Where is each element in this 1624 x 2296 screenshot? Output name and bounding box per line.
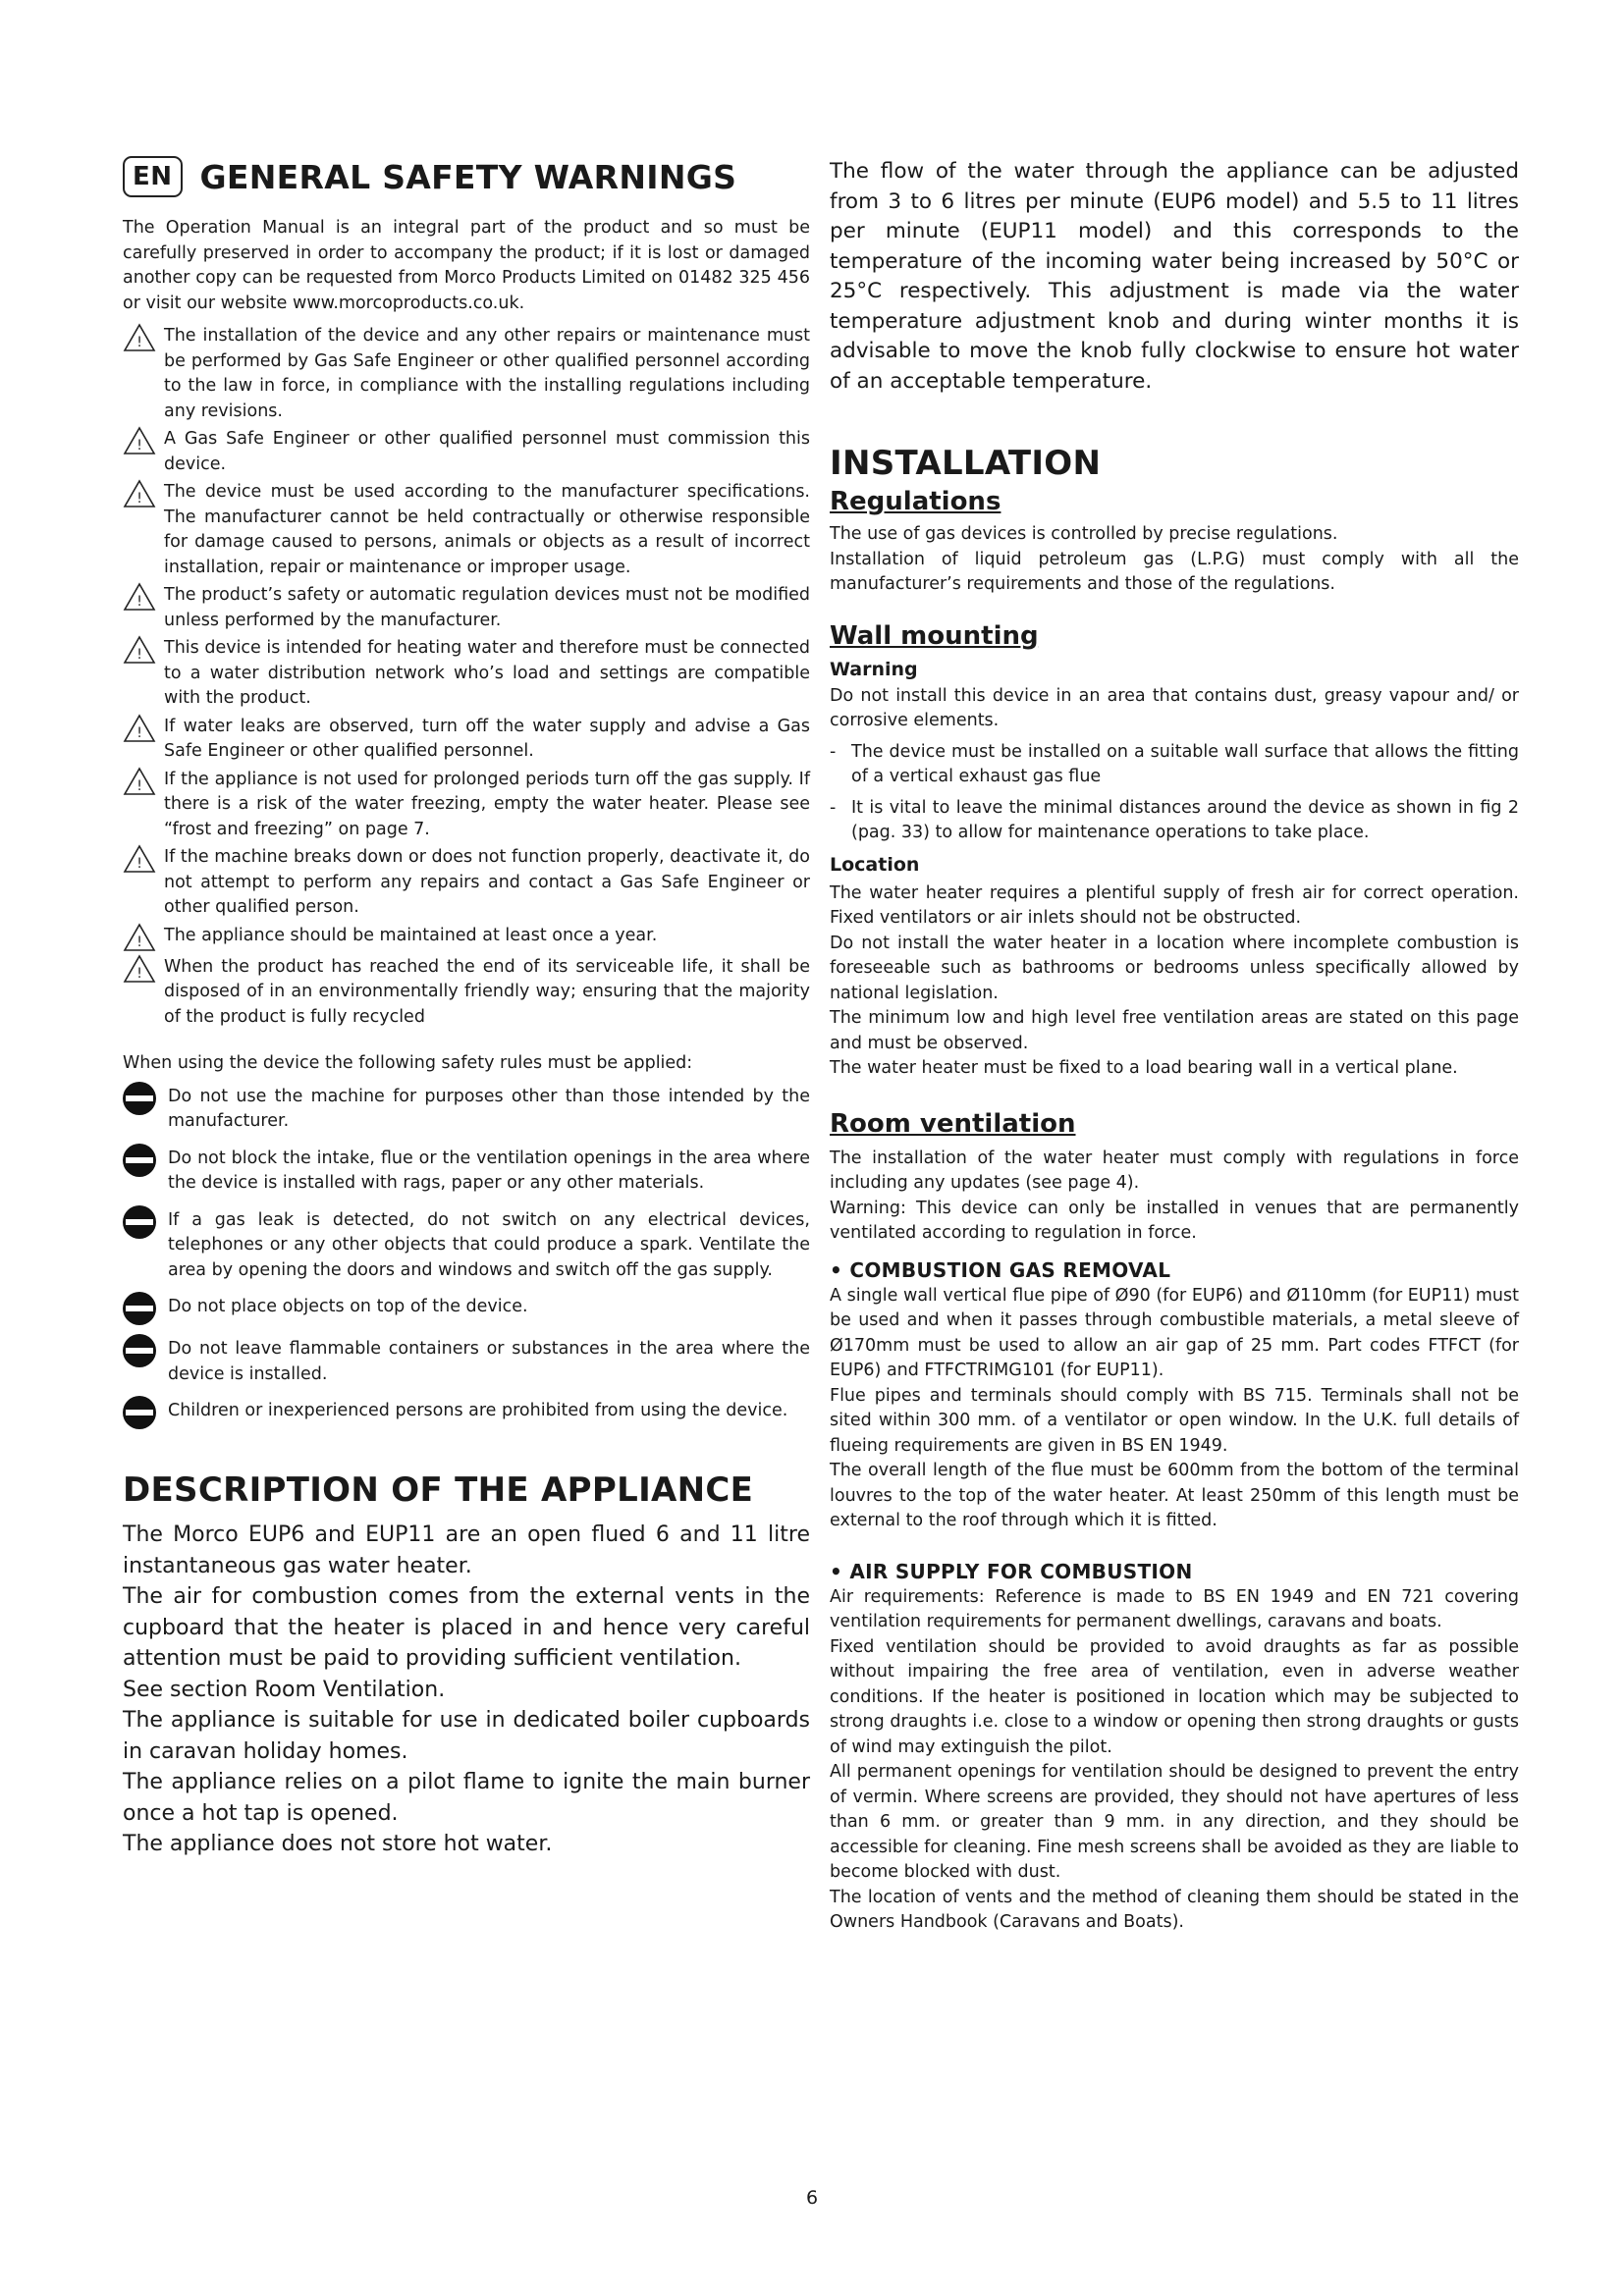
warning-item: [123, 924, 810, 952]
regulations-paragraph: Installation of liquid petroleum gas (L.P.G) must comply with all the manufacturer’s requirements and those of the regulations.: [830, 549, 1519, 594]
safety-rule: [123, 1147, 810, 1197]
combustion-paragraph: Flue pipes and terminals should comply with BS 715. Terminals shall not be sited within 300 mm. of a ventilator or open window. In the U.K. full details of flueing requirements are given in BS EN 1949.: [830, 1385, 1519, 1456]
flow-paragraph: The flow of the water through the appliance can be adjusted from 3 to 6 litres per minute (EUP6 model) and 5.5 to 11 litres per minute (EUP11 model) and this corresponds to the temperature of the incoming water being increased by 50°C or 25°C respectively. This adjustment is made via the water temperature adjustment knob and during winter months it is advisable to move the knob fully clockwise to ensure hot water of an acceptable temperature.: [830, 159, 1519, 394]
prohibition-icon: [123, 1082, 156, 1115]
location-paragraph: The water heater must be fixed to a load bearing wall in a vertical plane.: [830, 1058, 1458, 1078]
warning-text: A Gas Safe Engineer or other qualified personnel must commission this device.: [164, 429, 810, 474]
warning-text: The installation of the device and any other repairs or maintenance must be performed by Gas Safe Engineer or other qualified personnel according to the law in force, in compliance with the installing regulations including any revisions.: [164, 326, 810, 421]
warning-triangle-icon: [123, 714, 156, 743]
warning-item: [123, 955, 810, 1031]
prohibition-icon: [123, 1144, 156, 1177]
room-ventilation-paragraph: The installation of the water heater must comply with regulations in force including any updates (see page 4).: [830, 1148, 1519, 1193]
room-ventilation-paragraph: Warning: This device can only be installed in venues that are permanently ventilated according to regulation in force.: [830, 1198, 1519, 1243]
safety-title: GENERAL SAFETY WARNINGS: [199, 157, 737, 196]
warning-triangle-icon: [123, 323, 156, 352]
svg-text:!: !: [136, 594, 142, 610]
warning-triangle-icon: [123, 923, 156, 952]
warning-text: If the machine breaks down or does not function properly, deactivate it, do not attempt to perform any repairs and contact a Gas Safe Engineer or other qualified person.: [164, 847, 810, 917]
warning-text: If water leaks are observed, turn off the water supply and advise a Gas Safe Engineer or other qualified personnel.: [164, 716, 810, 761]
warning-item: [123, 768, 810, 843]
safety-rule: [123, 1295, 810, 1325]
air-supply-paragraph: All permanent openings for ventilation should be designed to prevent the entry of vermin. Where screens are provided, they should not have apertures of less than 6 mm. or greater than 9 mm. in any direction, and they should be accessible for cleaning. Fine mesh screens shall be avoided as they are liable to become blocked with dust.: [830, 1762, 1519, 1882]
warning-paragraph: Do not install this device in an area that contains dust, greasy vapour and/ or corrosive elements.: [830, 685, 1519, 730]
svg-text:!: !: [136, 647, 142, 663]
safety-rule: [123, 1399, 810, 1429]
safety-rule-text: Children or inexperienced persons are prohibited from using the device.: [168, 1401, 788, 1420]
description-title: DESCRIPTION OF THE APPLIANCE: [123, 1470, 754, 1510]
list-item: - The device must be installed on a suitable wall surface that allows the fitting of a vertical exhaust gas flue: [830, 740, 1519, 790]
rules-intro: When using the device the following safety rules must be applied:: [123, 1053, 693, 1073]
regulations-paragraph: The use of gas devices is controlled by precise regulations.: [830, 524, 1338, 544]
warning-triangle-icon: [123, 426, 156, 455]
svg-text:!: !: [136, 724, 142, 741]
intro-paragraph: The Operation Manual is an integral part of the product and so must be carefully preserved in order to accompany the product; if it is lost or damaged another copy can be requested from Morco Products Limited on 01482 325 456 or visit our website www.morcoproducts.co.uk.: [123, 218, 810, 313]
wall-mounting-heading: Wall mounting: [830, 620, 1039, 651]
air-supply-paragraph: Air requirements: Reference is made to BS EN 1949 and EN 721 covering ventilation requirements for permanent dwellings, caravans and boats.: [830, 1586, 1519, 1631]
list-item: - It is vital to leave the minimal distances around the device as shown in fig 2 (pag. 33) to allow for maintenance operations to take place.: [830, 796, 1519, 846]
description-body: [123, 1520, 810, 1860]
warning-item: [123, 583, 810, 633]
warning-item: [123, 845, 810, 921]
warning-text: This device is intended for heating water and therefore must be connected to a water distribution network who’s load and settings are compatible with the product.: [164, 638, 810, 708]
svg-text:!: !: [136, 777, 142, 794]
svg-text:!: !: [136, 934, 142, 950]
safety-rule-text: Do not leave flammable containers or substances in the area where the device is installed.: [168, 1339, 810, 1384]
warning-triangle-icon: [123, 844, 156, 874]
svg-text:!: !: [136, 856, 142, 872]
warning-item: [123, 480, 810, 580]
prohibition-icon: [123, 1396, 156, 1429]
warning-label: Warning: [830, 658, 918, 680]
room-ventilation-heading: Room ventilation: [830, 1108, 1076, 1139]
location-paragraph: The water heater requires a plentiful supply of fresh air for correct operation. Fixed ventilators or air inlets should not be obstructed.: [830, 882, 1519, 928]
list-item-text: The device must be installed on a suitable wall surface that allows the fitting of a vertical exhaust gas flue: [851, 741, 1519, 786]
warnings-list: [123, 324, 810, 1030]
combustion-paragraph: A single wall vertical flue pipe of Ø90 (for EUP6) and Ø110mm (for EUP11) must be used and when it passes through combustible materials, a metal sleeve of Ø170mm must be used to allow an air gap of 25 mm. Part codes FTFCT (for EUP6) and FTFCTRIMG101 (for EUP11).: [830, 1285, 1519, 1380]
warning-item: [123, 636, 810, 712]
description-paragraph: The Morco EUP6 and EUP11 are an open flued 6 and 11 litre instantaneous gas water heater.: [123, 1522, 810, 1578]
installation-title: INSTALLATION: [830, 444, 1102, 483]
safety-rule-text: Do not place objects on top of the device.: [168, 1297, 528, 1316]
warning-item: [123, 715, 810, 765]
air-supply-paragraph: Fixed ventilation should be provided to avoid draughts as far as possible without impairing the free area of ventilation, even in adverse weather conditions. If the heater is positioned in location which may be subjected to strong draughts i.e. close to a window or opening then strong draughts or gusts of wind may extinguish the pilot.: [830, 1636, 1519, 1757]
prohibition-icon: [123, 1205, 156, 1239]
prohibition-icon: [123, 1292, 156, 1325]
prohibition-icon: [123, 1334, 156, 1367]
wall-mounting-list: [830, 740, 1519, 846]
description-paragraph: The appliance relies on a pilot flame to ignite the main burner once a hot tap is opened.: [123, 1770, 810, 1826]
warning-text: If the appliance is not used for prolonged periods turn off the gas supply. If there is a risk of the water freezing, empty the water heater. Please see “frost and freezing” on page 7.: [164, 769, 810, 839]
page-number: 6: [805, 2187, 819, 2209]
combustion-gas-heading: • COMBUSTION GAS REMOVAL: [830, 1257, 1171, 1282]
warning-item: [123, 324, 810, 424]
safety-rule-text: Do not use the machine for purposes other than those intended by the manufacturer.: [168, 1086, 810, 1131]
warning-text: When the product has reached the end of its serviceable life, it shall be disposed of in an environmentally friendly way; ensuring that the majority of the product is fully recycled: [164, 956, 810, 1027]
safety-rule: [123, 1085, 810, 1135]
right-column: [830, 157, 1519, 1936]
warning-text: The device must be used according to the manufacturer specifications. The manufacturer cannot be held contractually or otherwise responsible for damage caused to persons, animals or objects as a result of incorrect installation, repair or maintenance or improper usage.: [164, 482, 810, 577]
warning-text: The product’s safety or automatic regulation devices must not be modified unless performed by the manufacturer.: [164, 585, 810, 630]
safety-rule: [123, 1337, 810, 1387]
svg-text:!: !: [136, 965, 142, 982]
location-paragraph: The minimum low and high level free ventilation areas are stated on this page and must be observed.: [830, 1008, 1519, 1053]
description-paragraph: The appliance is suitable for use in dedicated boiler cupboards in caravan holiday homes.: [123, 1708, 810, 1764]
warning-triangle-icon: [123, 767, 156, 796]
combustion-paragraph: The overall length of the flue must be 600mm from the bottom of the terminal louvres to the top of the water heater. At least 250mm of this length must be external to the roof through which it is fitted.: [830, 1461, 1519, 1530]
location-paragraph: Do not install the water heater in a location where incomplete combustion is foreseeable such as bathrooms or bedrooms unless specifically allowed by national legislation.: [830, 933, 1519, 1003]
description-paragraph: The air for combustion comes from the external vents in the cupboard that the heater is placed in and hence very careful attention must be paid to providing sufficient ventilation.: [123, 1584, 810, 1671]
language-badge: EN: [123, 156, 183, 197]
safety-rule-text: If a gas leak is detected, do not switch on any electrical devices, telephones or any other objects that could produce a spark. Ventilate the area by opening the doors and windows and switch off the gas supply.: [168, 1209, 810, 1280]
warning-item: [123, 427, 810, 477]
description-paragraph: The appliance does not store hot water.: [123, 1832, 553, 1856]
svg-text:!: !: [136, 491, 142, 507]
regulations-heading: Regulations: [830, 487, 1001, 516]
description-paragraph: See section Room Ventilation.: [123, 1677, 446, 1702]
air-supply-paragraph: The location of vents and the method of cleaning them should be stated in the Owners Handbook (Caravans and Boats).: [830, 1887, 1519, 1932]
warning-triangle-icon: [123, 479, 156, 508]
safety-heading-row: [123, 155, 810, 198]
warning-text: The appliance should be maintained at least once a year.: [164, 925, 658, 945]
warning-triangle-icon: [123, 635, 156, 665]
safety-rules-list: [123, 1085, 810, 1430]
safety-rule-text: Do not block the intake, flue or the ventilation openings in the area where the device is installed with rags, paper or any other materials.: [168, 1148, 810, 1193]
svg-text:!: !: [136, 335, 142, 350]
svg-text:!: !: [136, 438, 142, 454]
location-label: Location: [830, 853, 920, 876]
left-column: [123, 155, 810, 1860]
safety-rule: [123, 1208, 810, 1284]
warning-triangle-icon: [123, 582, 156, 612]
air-supply-heading: • AIR SUPPLY FOR COMBUSTION: [830, 1559, 1193, 1583]
warning-triangle-icon: [123, 954, 156, 984]
list-item-text: It is vital to leave the minimal distances around the device as shown in fig 2 (pag. 33) to allow for maintenance operations to take place.: [851, 797, 1519, 842]
